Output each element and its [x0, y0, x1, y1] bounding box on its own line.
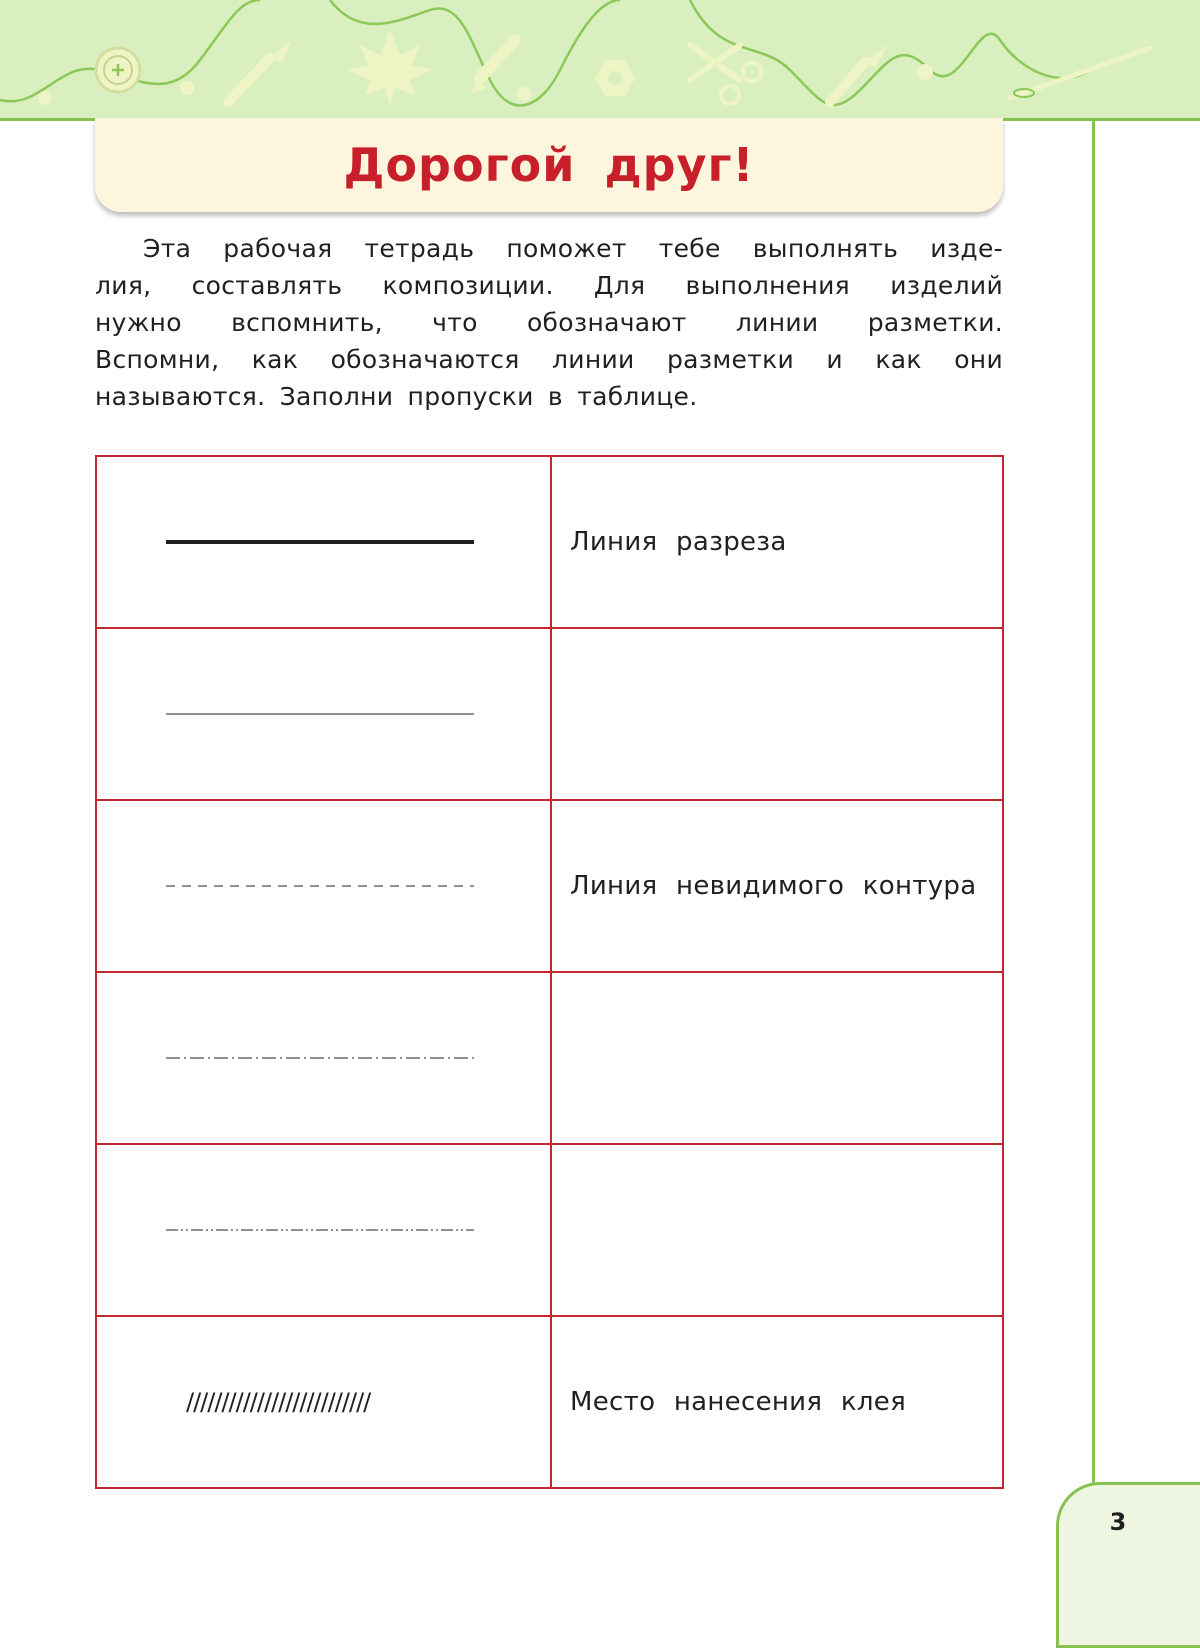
dash-dot-line — [166, 1048, 476, 1068]
page-title: Дорогой друг! — [343, 138, 755, 192]
intro-line: лия, составлять композиции. Для выполнения изделий — [95, 271, 1003, 300]
intro-paragraph — [95, 230, 1003, 415]
line-sample-cell — [96, 628, 551, 800]
intro-line: Вспомни, как обозначаются линии разметки и как они — [95, 345, 1003, 374]
header-banner — [0, 0, 1200, 121]
maple-leaf-icon — [348, 30, 432, 108]
hatched-glue-mark: ////////////////////////// — [186, 1388, 371, 1416]
table-row — [96, 1316, 1003, 1488]
dashed-line — [166, 876, 476, 896]
line-name-cell[interactable] — [551, 1144, 1003, 1316]
page-number-tab — [1056, 1482, 1200, 1648]
brush-icon — [228, 40, 292, 102]
table-row — [96, 456, 1003, 628]
needle-icon — [1010, 48, 1150, 98]
line-name-cell: Место нанесения клея — [551, 1316, 1003, 1488]
brush-icon — [830, 44, 888, 102]
scissors-icon — [690, 45, 761, 104]
page-number: 3 — [1109, 1508, 1127, 1536]
banner-decoration — [0, 0, 1200, 118]
line-sample-cell — [96, 800, 551, 972]
nut-icon — [595, 60, 635, 96]
thin-solid-line — [166, 704, 476, 724]
line-name-cell[interactable] — [551, 628, 1003, 800]
right-margin-line — [1092, 118, 1095, 1486]
table-row — [96, 800, 1003, 972]
button-icon — [96, 48, 140, 92]
marking-lines-table — [95, 455, 1004, 1489]
line-sample-cell — [96, 1144, 551, 1316]
table-row — [96, 1144, 1003, 1316]
intro-line: называются. Заполни пропуски в таблице. — [95, 382, 698, 411]
thick-solid-line — [166, 532, 476, 552]
intro-line: Эта рабочая тетрадь поможет тебе выполнять изде- — [143, 234, 1003, 263]
line-name-cell: Линия невидимого контура — [551, 800, 1003, 972]
line-sample-cell — [96, 456, 551, 628]
intro-line: нужно вспомнить, что обозначают линии разметки. — [95, 308, 1003, 337]
line-sample-cell — [96, 972, 551, 1144]
line-sample-cell — [96, 1316, 551, 1488]
line-name-cell: Линия разреза — [551, 456, 1003, 628]
line-name-cell[interactable] — [551, 972, 1003, 1144]
table-row — [96, 972, 1003, 1144]
table-row — [96, 628, 1003, 800]
dash-double-dot-line — [166, 1220, 476, 1240]
title-box — [95, 118, 1003, 212]
